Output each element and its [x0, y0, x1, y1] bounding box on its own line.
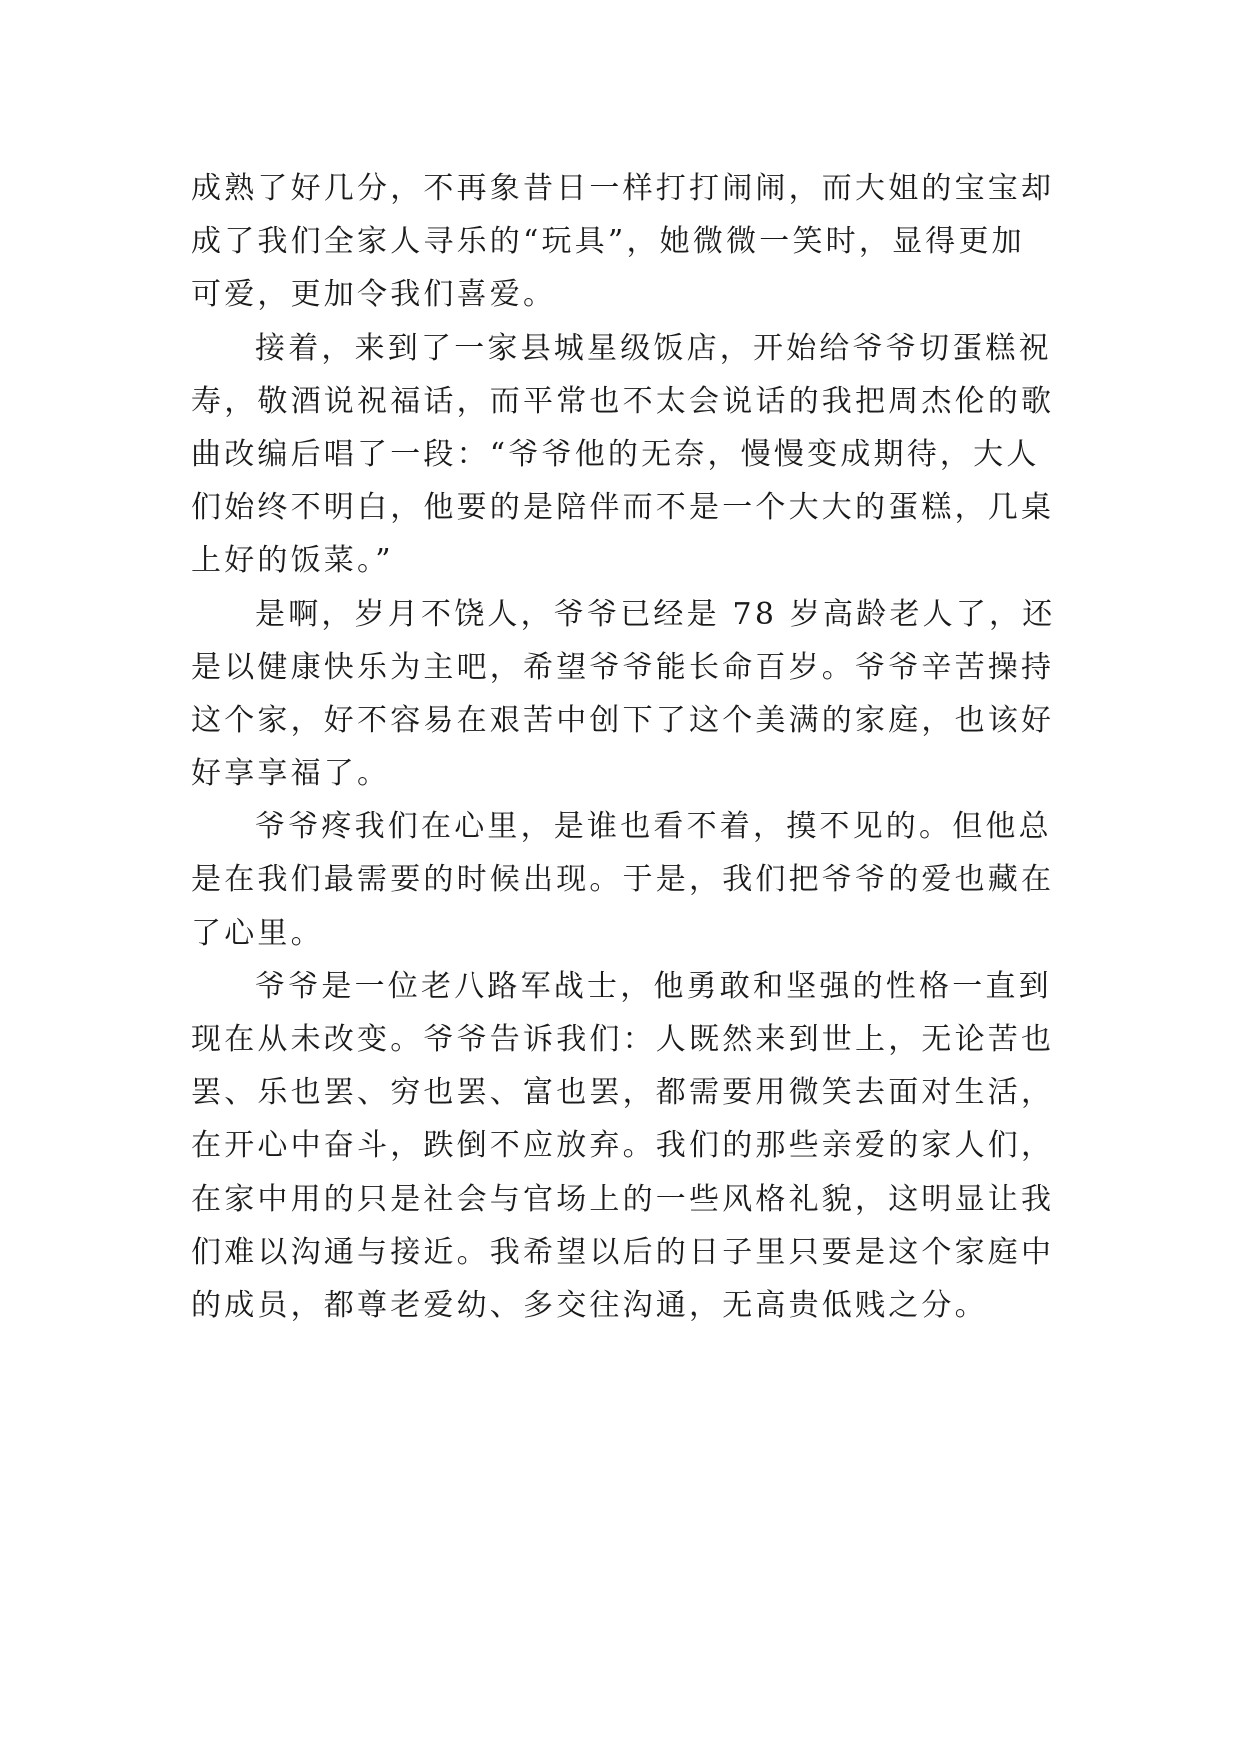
text-line: 在开心中奋斗，跌倒不应放弃。我们的那些亲爱的家人们， [191, 1128, 1055, 1164]
text-line: 在家中用的只是社会与官场上的一些风格礼貌，这明显让我 [191, 1181, 1055, 1217]
text-line: 成熟了好几分，不再象昔日一样打打闹闹，而大姐的宝宝却 [191, 171, 1055, 206]
text-line: 这个家，好不容易在艰苦中创下了这个美满的家庭，也该好 [191, 702, 1055, 738]
text-line: 曲改编后唱了一段：“爷爷他的无奈，慢慢变成期待，大人 [191, 436, 1040, 472]
text-line: 罢、乐也罢、穷也罢、富也罢，都需要用微笑去面对生活， [191, 1075, 1055, 1111]
paragraph-first-line: 爷爷疼我们在心里，是谁也看不着，摸不见的。但他总 [255, 809, 1052, 845]
text-line: 寿，敬酒说祝福话，而平常也不太会说话的我把周杰伦的歌 [191, 383, 1055, 419]
text-line: 了心里。 [191, 915, 324, 951]
paragraph-first-line: 接着，来到了一家县城星级饭店，开始给爷爷切蛋糕祝 [255, 330, 1052, 366]
paragraph-first-line: 是啊，岁月不饶人，爷爷已经是 78 岁高龄老人了，还 [255, 596, 1056, 632]
text-line: 可爱，更加令我们喜爱。 [191, 277, 557, 313]
text-line: 的成员，都尊老爱幼、多交往沟通，无高贵低贱之分。 [191, 1287, 988, 1323]
text-line: 是以健康快乐为主吧，希望爷爷能长命百岁。爷爷辛苦操持 [191, 649, 1055, 685]
text-line: 好享享福了。 [191, 756, 391, 792]
text-line: 们始终不明白，他要的是陪伴而不是一个大大的蛋糕，几桌 [191, 490, 1055, 526]
text-line: 们难以沟通与接近。我希望以后的日子里只要是这个家庭中 [191, 1234, 1055, 1270]
text-line: 是在我们最需要的时候出现。于是，我们把爷爷的爱也藏在 [191, 862, 1055, 898]
document-body [191, 162, 1056, 1332]
paragraph-first-line: 爷爷是一位老八路军战士，他勇敢和坚强的性格一直到 [255, 968, 1052, 1004]
text-line: 成了我们全家人寻乐的“玩具”，她微微一笑时，显得更加 [191, 224, 1025, 260]
text-line: 上好的饭菜。” [191, 543, 394, 579]
text-line: 现在从未改变。爷爷告诉我们：人既然来到世上，无论苦也 [191, 1022, 1055, 1057]
